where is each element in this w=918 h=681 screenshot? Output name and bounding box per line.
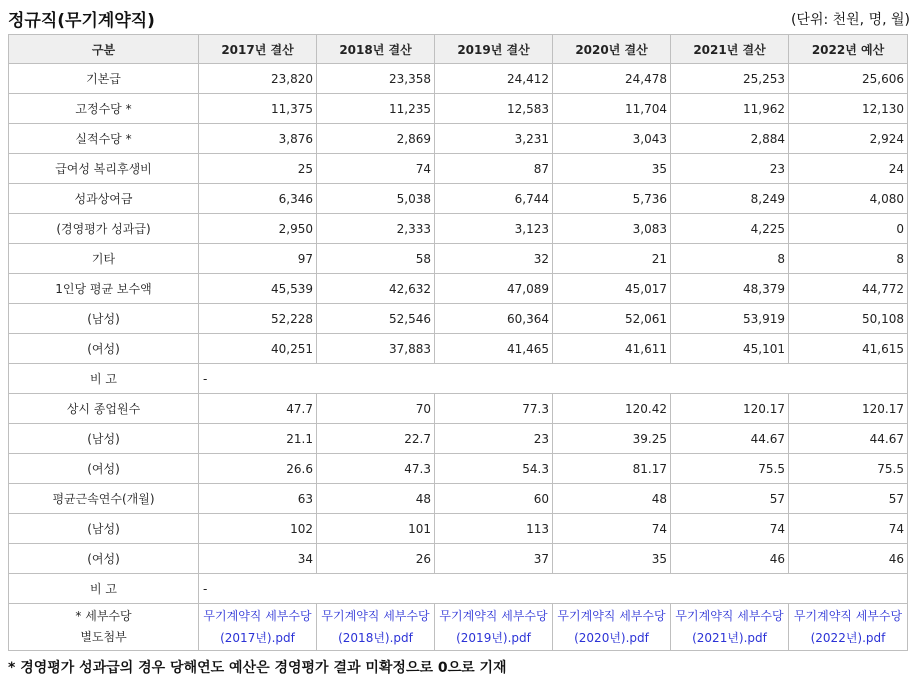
table-row (9, 394, 908, 424)
value-cell: 37 (435, 544, 553, 574)
value-cell: 2,950 (199, 214, 317, 244)
value-cell: 6,744 (435, 184, 553, 214)
table-body (9, 64, 908, 651)
value-cell: 2,884 (671, 124, 789, 154)
value-cell: 52,061 (553, 304, 671, 334)
value-cell: 23,820 (199, 64, 317, 94)
value-cell: 41,611 (553, 334, 671, 364)
table-header-row (9, 35, 908, 64)
row-label: (여성) (9, 454, 199, 484)
value-cell: 24,478 (553, 64, 671, 94)
attachment-cell (789, 604, 908, 651)
value-cell: 23 (435, 424, 553, 454)
value-cell: 44,772 (789, 274, 908, 304)
value-cell: 75.5 (671, 454, 789, 484)
value-cell: 2,333 (317, 214, 435, 244)
table-row (9, 124, 908, 154)
row-label: (여성) (9, 544, 199, 574)
value-cell: 48,379 (671, 274, 789, 304)
value-cell: 34 (199, 544, 317, 574)
attachments-row (9, 604, 908, 651)
value-cell: 54.3 (435, 454, 553, 484)
row-label: 급여성 복리후생비 (9, 154, 199, 184)
value-cell: 87 (435, 154, 553, 184)
remarks-cell: - (199, 574, 908, 604)
attachments-label-line2: 별도첨부 (80, 630, 127, 644)
row-label: 비 고 (9, 574, 199, 604)
value-cell: 2,924 (789, 124, 908, 154)
attachment-link-2020[interactable]: 무기계약직 세부수당(2020년).pdf (557, 609, 666, 645)
row-label: (경영평가 성과급) (9, 214, 199, 244)
value-cell: 23,358 (317, 64, 435, 94)
value-cell: 26 (317, 544, 435, 574)
page-header (8, 4, 910, 32)
value-cell: 32 (435, 244, 553, 274)
value-cell: 120.17 (671, 394, 789, 424)
attachment-cell (671, 604, 789, 651)
row-label: 1인당 평균 보수액 (9, 274, 199, 304)
table-row (9, 574, 908, 604)
value-cell: 75.5 (789, 454, 908, 484)
unit-label: (단위: 천원, 명, 월) (790, 12, 910, 28)
value-cell: 102 (199, 514, 317, 544)
value-cell: 24 (789, 154, 908, 184)
value-cell: 4,225 (671, 214, 789, 244)
value-cell: 2,869 (317, 124, 435, 154)
value-cell: 74 (553, 514, 671, 544)
value-cell: 12,583 (435, 94, 553, 124)
attachment-link-2018[interactable]: 무기계약직 세부수당(2018년).pdf (321, 609, 430, 645)
table-row (9, 334, 908, 364)
row-label: 고정수당 * (9, 94, 199, 124)
value-cell: 101 (317, 514, 435, 544)
attachment-link-2021[interactable]: 무기계약직 세부수당(2021년).pdf (675, 609, 784, 645)
value-cell: 46 (671, 544, 789, 574)
table-row (9, 424, 908, 454)
value-cell: 25,253 (671, 64, 789, 94)
attachment-cell (199, 604, 317, 651)
attachments-label-line1: * 세부수당 (75, 609, 132, 623)
value-cell: 48 (553, 484, 671, 514)
value-cell: 8 (671, 244, 789, 274)
value-cell: 39.25 (553, 424, 671, 454)
value-cell: 74 (671, 514, 789, 544)
row-label: 기타 (9, 244, 199, 274)
table-row (9, 64, 908, 94)
value-cell: 25 (199, 154, 317, 184)
table-row (9, 214, 908, 244)
table-row (9, 184, 908, 214)
header-year-2: 2018년 결산 (317, 35, 435, 64)
value-cell: 3,231 (435, 124, 553, 154)
table-row (9, 244, 908, 274)
value-cell: 42,632 (317, 274, 435, 304)
row-label: (남성) (9, 304, 199, 334)
value-cell: 44.67 (671, 424, 789, 454)
value-cell: 22.7 (317, 424, 435, 454)
value-cell: 8 (789, 244, 908, 274)
value-cell: 77.3 (435, 394, 553, 424)
value-cell: 41,615 (789, 334, 908, 364)
header-year-3: 2019년 결산 (435, 35, 553, 64)
value-cell: 45,539 (199, 274, 317, 304)
value-cell: 60 (435, 484, 553, 514)
value-cell: 25,606 (789, 64, 908, 94)
page-title: 정규직(무기계약직) (8, 11, 155, 31)
value-cell: 74 (789, 514, 908, 544)
attachment-cell (553, 604, 671, 651)
row-label: 기본급 (9, 64, 199, 94)
row-label: 상시 종업원수 (9, 394, 199, 424)
value-cell: 47,089 (435, 274, 553, 304)
value-cell: 5,736 (553, 184, 671, 214)
value-cell: 74 (317, 154, 435, 184)
table-row (9, 274, 908, 304)
value-cell: 47.7 (199, 394, 317, 424)
attachment-cell (317, 604, 435, 651)
value-cell: 3,123 (435, 214, 553, 244)
value-cell: 3,876 (199, 124, 317, 154)
value-cell: 120.42 (553, 394, 671, 424)
value-cell: 3,083 (553, 214, 671, 244)
attachment-cell (435, 604, 553, 651)
value-cell: 8,249 (671, 184, 789, 214)
header-year-4: 2020년 결산 (553, 35, 671, 64)
attachments-label (9, 604, 199, 651)
value-cell: 81.17 (553, 454, 671, 484)
attachment-link-2022[interactable]: 무기계약직 세부수당(2022년).pdf (793, 609, 903, 645)
attachment-link-2017[interactable]: 무기계약직 세부수당(2017년).pdf (203, 609, 312, 645)
value-cell: 23 (671, 154, 789, 184)
table-row (9, 544, 908, 574)
remarks-cell: - (199, 364, 908, 394)
value-cell: 45,017 (553, 274, 671, 304)
value-cell: 11,962 (671, 94, 789, 124)
value-cell: 46 (789, 544, 908, 574)
value-cell: 57 (671, 484, 789, 514)
value-cell: 4,080 (789, 184, 908, 214)
value-cell: 0 (789, 214, 908, 244)
value-cell: 97 (199, 244, 317, 274)
value-cell: 47.3 (317, 454, 435, 484)
footnote: * 경영평가 성과급의 경우 당해연도 예산은 경영평가 결과 미확정으로 0으로 기재 (8, 660, 507, 676)
value-cell: 60,364 (435, 304, 553, 334)
value-cell: 57 (789, 484, 908, 514)
row-label: (남성) (9, 514, 199, 544)
value-cell: 45,101 (671, 334, 789, 364)
value-cell: 50,108 (789, 304, 908, 334)
value-cell: 11,704 (553, 94, 671, 124)
value-cell: 53,919 (671, 304, 789, 334)
value-cell: 41,465 (435, 334, 553, 364)
attachment-link-2019[interactable]: 무기계약직 세부수당(2019년).pdf (439, 609, 548, 645)
table-row (9, 304, 908, 334)
value-cell: 120.17 (789, 394, 908, 424)
value-cell: 35 (553, 544, 671, 574)
table-row (9, 454, 908, 484)
value-cell: 63 (199, 484, 317, 514)
row-label: 비 고 (9, 364, 199, 394)
value-cell: 40,251 (199, 334, 317, 364)
table-row (9, 514, 908, 544)
value-cell: 70 (317, 394, 435, 424)
header-year-6: 2022년 예산 (789, 35, 908, 64)
value-cell: 12,130 (789, 94, 908, 124)
row-label: 평균근속연수(개월) (9, 484, 199, 514)
table-row (9, 484, 908, 514)
value-cell: 11,375 (199, 94, 317, 124)
table-row (9, 364, 908, 394)
row-label: (여성) (9, 334, 199, 364)
value-cell: 52,228 (199, 304, 317, 334)
value-cell: 37,883 (317, 334, 435, 364)
compensation-table (8, 34, 908, 651)
value-cell: 11,235 (317, 94, 435, 124)
value-cell: 44.67 (789, 424, 908, 454)
table-row (9, 154, 908, 184)
value-cell: 3,043 (553, 124, 671, 154)
value-cell: 35 (553, 154, 671, 184)
value-cell: 58 (317, 244, 435, 274)
row-label: 실적수당 * (9, 124, 199, 154)
table-row (9, 94, 908, 124)
value-cell: 26.6 (199, 454, 317, 484)
value-cell: 21.1 (199, 424, 317, 454)
header-category: 구분 (9, 35, 199, 64)
row-label: (남성) (9, 424, 199, 454)
row-label: 성과상여금 (9, 184, 199, 214)
value-cell: 24,412 (435, 64, 553, 94)
value-cell: 113 (435, 514, 553, 544)
value-cell: 21 (553, 244, 671, 274)
value-cell: 6,346 (199, 184, 317, 214)
value-cell: 48 (317, 484, 435, 514)
header-year-1: 2017년 결산 (199, 35, 317, 64)
value-cell: 52,546 (317, 304, 435, 334)
value-cell: 5,038 (317, 184, 435, 214)
header-year-5: 2021년 결산 (671, 35, 789, 64)
